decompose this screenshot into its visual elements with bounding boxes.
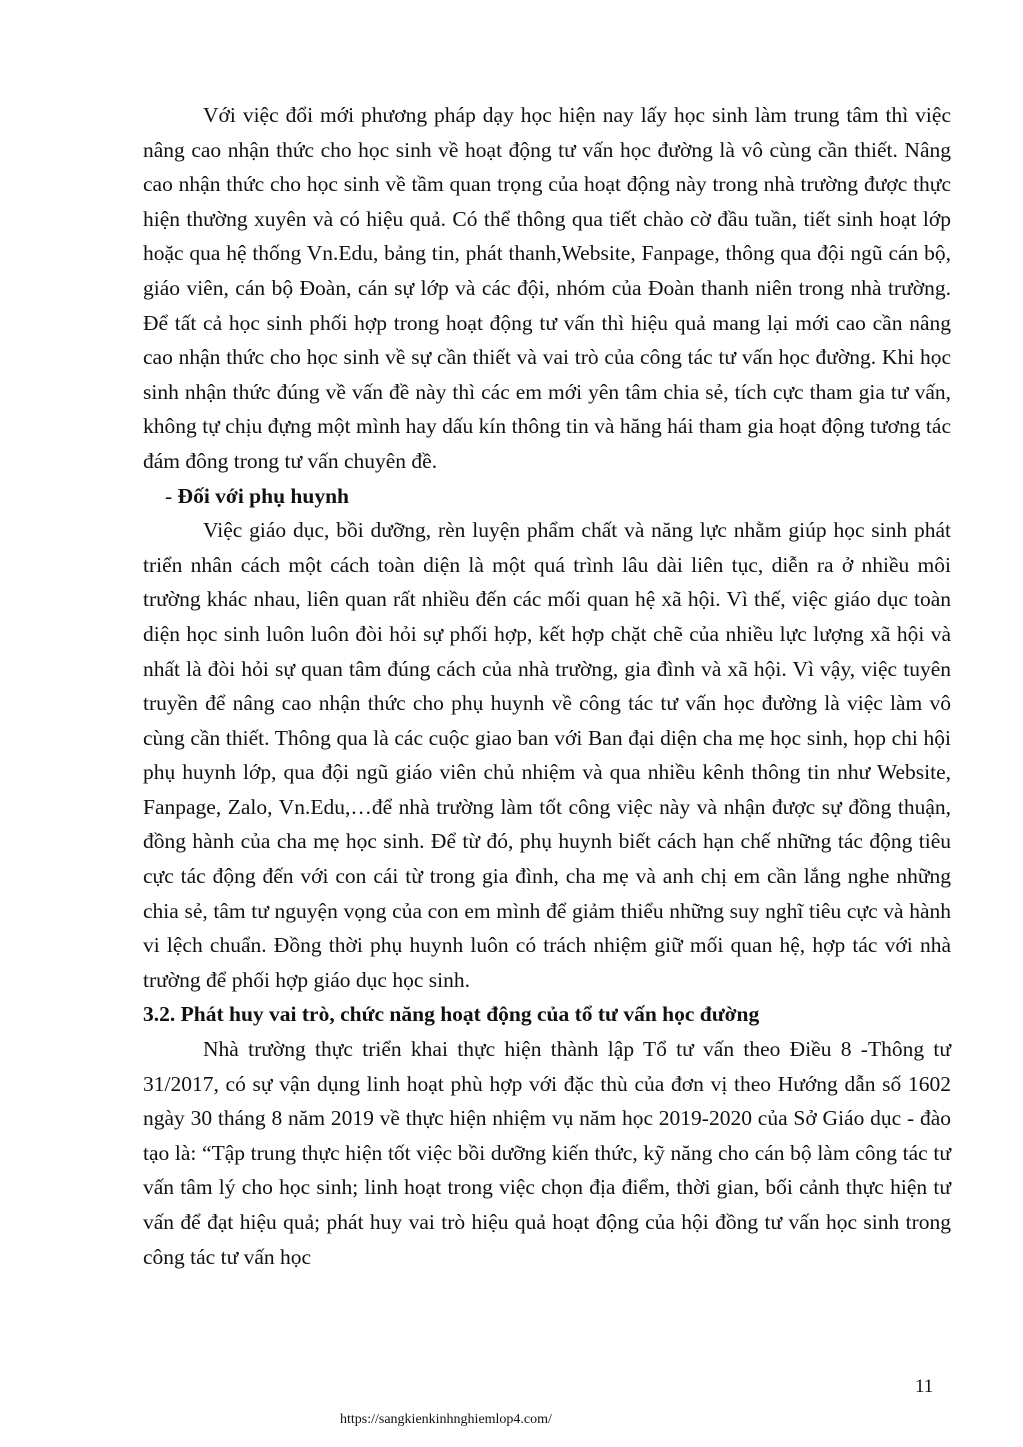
subheading-title: Đối với phụ huynh (177, 483, 350, 508)
subheading-dash: - (165, 483, 178, 508)
paragraph: Việc giáo dục, bồi dưỡng, rèn luyện phẩm chất và năng lực nhằm giúp học sinh phát triển nhân cách một cách toàn diện là một quá trình lâu dài liên tục, diễn ra ở nhiều môi trường khác nhau, liên quan rất nhiều đến các mối quan hệ xã hội. Vì thế, việc giáo dục toàn diện học sinh luôn luôn đòi hỏi sự phối hợp, kết hợp chặt chẽ của nhiều lực lượng xã hội và nhất là đòi hỏi sự quan tâm đúng cách của nhà trường, gia đình và xã hội. Vì vậy, việc tuyên truyền để nâng cao nhận thức cho phụ huynh về công tác tư vấn học đường là việc làm vô cùng cần thiết. Thông qua là các cuộc giao ban với Ban đại diện cha mẹ học sinh, họp chi hội phụ huynh lớp, qua đội ngũ giáo viên chủ nhiệm và qua nhiều kênh thông tin như Website, Fanpage, Zalo, Vn.Edu,…để nhà trường làm tốt công việc này và nhận được sự đồng thuận, đồng hành của cha mẹ học sinh. Để từ đó, phụ huynh biết cách hạn chế những tác động tiêu cực tác động đến với con cái từ trong gia đình, cha mẹ và anh chị em cần lắng nghe những chia sẻ, tâm tư nguyện vọng của con em mình để giảm thiểu những suy nghĩ tiêu cực và hành vi lệch chuẩn. Đồng thời phụ huynh luôn có trách nhiệm giữ mối quan hệ, hợp tác với nhà trường để phối hợp giáo dục học sinh. (143, 518, 951, 992)
subheading (143, 479, 951, 514)
paragraph: Với việc đổi mới phương pháp dạy học hiện nay lấy học sinh làm trung tâm thì việc nâng cao nhận thức cho học sinh về hoạt động tư vấn học đường là vô cùng cần thiết. Nâng cao nhận thức cho học sinh về tầm quan trọng của hoạt động này trong nhà trường được thực hiện thường xuyên và có hiệu quả. Có thể thông qua tiết chào cờ đầu tuần, tiết sinh hoạt lớp hoặc qua hệ thống Vn.Edu, bảng tin, phát thanh,Website, Fanpage, thông qua đội ngũ cán bộ, giáo viên, cán bộ Đoàn, cán sự lớp và các đội, nhóm của Đoàn thanh niên trong nhà trường. Để tất cả học sinh phối hợp trong hoạt động tư vấn thì hiệu quả mang lại mới cao cần nâng cao nhận thức cho học sinh về sự cần thiết và vai trò của công tác tư vấn học đường. Khi học sinh nhận thức đúng về vấn đề này thì các em mới yên tâm chia sẻ, tích cực tham gia tư vấn, không tự chịu đựng một mình hay dấu kín thông tin và hăng hái tham gia hoạt động tương tác đám đông trong tư vấn chuyên đề. (143, 103, 951, 473)
page-number: 11 (915, 1376, 934, 1397)
paragraph: Nhà trường thực triển khai thực hiện thành lập Tổ tư vấn theo Điều 8 -Thông tư 31/2017, có sự vận dụng linh hoạt phù hợp với đặc thù của đơn vị theo Hướng dẫn số 1602 ngày 30 tháng 8 năm 2019 về thực hiện nhiệm vụ năm học 2019-2020 của Sở Giáo dục - đào tạo là: “Tập trung thực hiện tốt việc bồi dưỡng kiến thức, kỹ năng cho cán bộ làm công tác tư vấn tâm lý cho học sinh; linh hoạt trong việc chọn địa điểm, thời gian, bối cảnh thực hiện tư vấn để đạt hiệu quả; phát huy vai trò hiệu quả hoạt động của hội đồng tư vấn học sinh trong công tác tư vấn học (143, 1037, 951, 1269)
section-heading: 3.2. Phát huy vai trò, chức năng hoạt động của tổ tư vấn học đường (143, 1002, 760, 1027)
document-body (143, 98, 951, 1274)
footer-url: https://sangkienkinhnghiemlop4.com/ (340, 1412, 552, 1427)
